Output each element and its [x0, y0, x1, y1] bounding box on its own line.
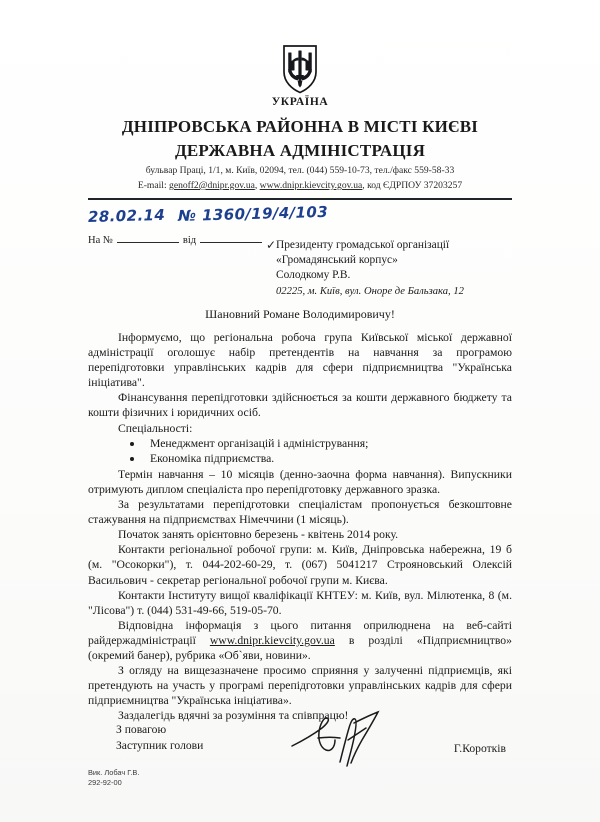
- handwritten-document-number: № 1360/19/4/103: [177, 202, 329, 225]
- letterhead: [0, 44, 600, 191]
- website-address[interactable]: www.dnipr.kievcity.gov.ua: [259, 180, 363, 191]
- country-name: УКРАЇНА: [271, 96, 329, 108]
- list-item: Економіка підприємства.: [88, 451, 512, 467]
- paragraph-institute-contacts: Контакти Інституту вищої кваліфікації КНТЕУ: м. Київ, вул. Мілютенка, 8 (м. "Лісова") т. (044) 531-49-66, 519-05-70.: [88, 588, 512, 617]
- addressee-organization: «Громадянський корпус»: [276, 254, 398, 267]
- organization-line-1: ДНІПРОВСЬКА РАЙОННА В МІСТІ КИЄВІ: [121, 117, 479, 136]
- website-info-text-end: в розділі «Підприємництво» (окремий банер), рубрика «Об`яви, новини».: [88, 633, 512, 662]
- paragraph-website-info: [88, 618, 512, 663]
- email-label: E-mail:: [137, 180, 170, 191]
- email-address[interactable]: genoff2@dnipr.gov.ua: [169, 180, 255, 191]
- paragraph-financing: Фінансування перепідготовки здійснюється за кошти державного бюджету та кошти фізичних і юридичних осіб.: [88, 391, 512, 420]
- greeting-line: Шановний Романе Володимировичу!: [205, 307, 395, 321]
- incoming-date-label: від: [182, 235, 197, 246]
- paragraph-program-announcement: Інформуємо, що регіональна робоча група Київської міської державної адміністрації оголошує набір претендентів на навчання за програмою перепідготовки управлінських кадрів для сфери підприємництва "Українська ініціатива".: [88, 331, 512, 390]
- incoming-number-blank[interactable]: [117, 232, 179, 243]
- paragraph-working-group-contacts: Контакти регіональної робочої групи: м. Київ, Дніпровська набережна, 19 б (м. "Осокорки"), т. 044-202-60-29, т. (067) 5041217 Строяновський Олексій Васильович - секретар регіональної робочої групи м. Києва.: [88, 543, 512, 587]
- signer-name: Г.Коротків: [453, 742, 506, 755]
- website-info-text-start: Відповідна інформація з цього питання оприлюднена на веб-сайті райдержадміністрації: [88, 618, 512, 647]
- contact-line: [0, 180, 600, 191]
- letter-body: [88, 330, 512, 723]
- website-link[interactable]: www.dnipr.kievcity.gov.ua: [209, 633, 335, 647]
- handwritten-date: 28.02.14: [87, 205, 166, 226]
- specialities-list: [88, 436, 512, 467]
- executor-phone: 292-92-00: [88, 777, 122, 787]
- list-item: Менеджмент організацій і адміністрування;: [88, 436, 512, 452]
- addressee-address: 02225, м. Київ, вул. Оноре де Бальзака, 12: [276, 285, 464, 297]
- paragraph-duration: Термін навчання – 10 місяців (денно-заочна форма навчання). Випускники отримують диплом спеціаліста про перепідготовку державного зразка.: [88, 467, 512, 496]
- closing-phrase: З повагою: [116, 723, 167, 736]
- paragraph-internship: За результатами перепідготовки спеціалістам пропонується безкоштовне стажування на підприємствах Німеччини (1 місяць).: [88, 498, 512, 527]
- addressee-block: [266, 238, 526, 299]
- header-divider: [88, 198, 512, 200]
- edrpou-code: , код ЄДРПОУ 37203257: [362, 180, 463, 191]
- addressee-name: Солодкому Р.В.: [276, 269, 351, 282]
- signature-left: [116, 722, 203, 753]
- incoming-reference-row: [88, 232, 266, 246]
- executor-name: Вик. Лобач Г.В.: [88, 768, 140, 777]
- check-mark-icon: ✓: [266, 238, 277, 252]
- paragraph-start-date: Початок занять орієнтовно березень - квітень 2014 року.: [118, 528, 399, 542]
- contact-separator: ,: [254, 180, 260, 191]
- paragraph-request: З огляду на вищезазначене просимо сприяння у залученні підприємців, які претендують на участь у програмі перепідготовки управлінських кадрів для сфери підприємництва "Українська ініціатива».: [88, 664, 512, 708]
- ukraine-trident-emblem-icon: [281, 44, 319, 94]
- organization-line-2: ДЕРЖАВНА АДМІНІСТРАЦІЯ: [174, 141, 426, 160]
- incoming-number-label: На №: [88, 235, 113, 246]
- document-footer: [88, 768, 139, 787]
- addressee-title: Президенту громадської організації: [276, 239, 450, 251]
- paragraph-specialities-label: Спеціальності:: [118, 421, 193, 435]
- signer-position: Заступник голови: [116, 738, 204, 752]
- paragraph-thanks: Заздалегідь вдячні за розуміння та співпрацю!: [118, 709, 349, 723]
- postal-address-line: бульвар Праці, 1/1, м. Київ, 02094, тел. (044) 559-10-73, тел./факс 559-58-33: [145, 165, 455, 176]
- incoming-date-blank[interactable]: [200, 232, 262, 243]
